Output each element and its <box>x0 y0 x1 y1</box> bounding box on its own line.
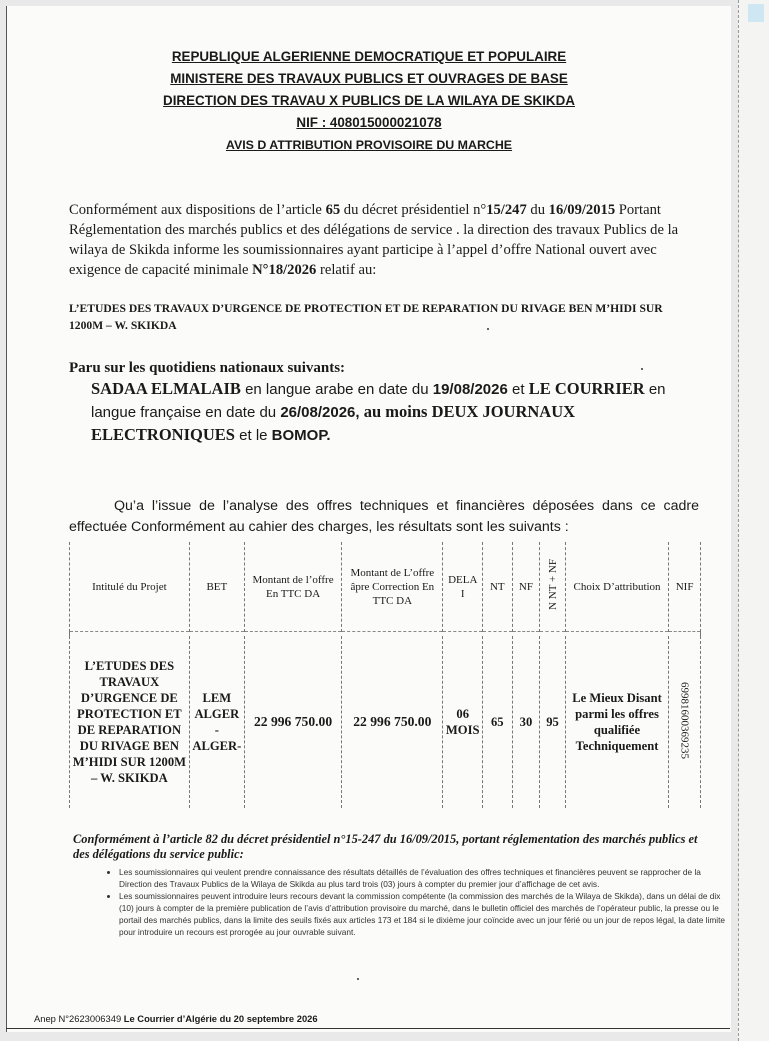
intro-text-4: Portant Réglementation des marchés publics et des délégations de service . la direction des travaux Publics de la wilaya de Skikda informe les soumissionnaires ayant participe à l’appel d’offre National ouvert avec exigence de capacité minimale <box>69 202 679 278</box>
footer-anep <box>34 1013 318 1024</box>
intro-decree-date: 16/09/2015 <box>548 202 616 218</box>
regulation-paragraph: Conformément à l’article 82 du décret présidentiel n°15-247 du 16/09/2015, portant réglementation des marchés publics et des délégations du service public: <box>73 832 698 861</box>
header-ministry: MINISTERE DES TRAVAUX PUBLICS ET OUVRAGES DE BASE <box>170 71 568 86</box>
publication-heading: Paru sur les quotidiens nationaux suivants: <box>69 360 346 376</box>
notice-title: AVIS D ATTRIBUTION PROVISOIRE DU MARCHE <box>225 138 513 152</box>
col-header-nt: NT <box>482 542 512 632</box>
publication-date-1: 19/08/2026 <box>432 381 508 398</box>
table-row <box>70 636 701 808</box>
table-header-row <box>70 542 701 632</box>
col-header-amount-corrected: Montant de L’offre âpre Correction En TTC DA <box>342 542 443 632</box>
publication-date-2: 26/08/2026, <box>280 404 364 421</box>
cell-nf: 30 <box>512 636 540 808</box>
document-header <box>7 46 731 156</box>
footer-rule <box>6 1028 730 1029</box>
intro-text-5: relatif au: <box>316 262 377 278</box>
publication-text-3: en langue française en date du <box>91 381 666 421</box>
intro-paragraph <box>69 200 697 280</box>
col-header-choice: Choix D’attribution <box>565 542 668 632</box>
note-item: • Les soumissionnaires peuvent introduire leurs recours devant la commission compétente (la commission des marchés de la Wilaya de Skikda), dans un délai de dix (10) jours à compter de la première publication de l’avis d’attribution provisoire du marché, dans le bulletin officiel des marchés de l’opérateur public, la presse ou le portail des marchés publics, dans la limite des seuils fixés aux articles 173 et 184 si le dixième jour coïncide avec un jour férié ou un jour de repos légal, la date limite pour introduire un recours est prorogée au jour ouvrable suivant. <box>119 890 729 938</box>
analysis-paragraph: Qu’a l’issue de l’analyse des offres techniques et financières déposées dans ce cadre effectuée Conformément au cahier des charges, les résultats sont les suivants : <box>69 498 699 535</box>
publication-text-1: en langue arabe en date du <box>240 381 433 398</box>
col-header-amount: Montant de l’offre En TTC DA <box>244 542 341 632</box>
col-header-nf: NF <box>512 542 540 632</box>
cell-amount-corrected: 22 996 750.00 <box>342 636 443 808</box>
cell-amount: 22 996 750.00 <box>244 636 341 808</box>
journal-french: LE COURRIER <box>528 379 645 398</box>
col-header-nif: NIF <box>669 542 701 632</box>
cell-nif <box>669 636 701 808</box>
col-header-bet: BET <box>189 542 244 632</box>
cell-total: 95 <box>540 636 566 808</box>
document-page <box>6 6 731 1032</box>
col-header-total-text: N NT + NF <box>546 559 559 610</box>
header-republic: REPUBLIQUE ALGERIENNE DEMOCRATIQUE ET POPULAIRE <box>171 49 567 64</box>
col-header-total <box>540 542 566 632</box>
publication-bomop: BOMOP. <box>271 427 331 444</box>
footer-publication: Le Courrier d’Algérie du 20 septembre 2026 <box>123 1013 318 1024</box>
scan-speck <box>357 978 359 980</box>
notes-list <box>91 866 729 938</box>
publication-text-5: et le <box>234 427 272 444</box>
scanner-edge-strip <box>738 0 769 1041</box>
cell-project: L’ETUDES DES TRAVAUX D’URGENCE DE PROTECTION ET DE REPARATION DU RIVAGE BEN M’HIDI SUR 1200M – W. SKIKDA <box>70 636 190 808</box>
footer-anep-number: Anep N°2623006349 <box>34 1013 124 1024</box>
cell-nt: 65 <box>482 636 512 808</box>
journal-arabic: SADAA ELMALAIB <box>91 379 241 398</box>
col-header-project: Intitulé du Projet <box>70 542 190 632</box>
intro-tender-number: N°18/2026 <box>252 262 317 278</box>
scan-speck <box>641 368 643 370</box>
cell-nif-text: 69981600369235 <box>678 681 691 759</box>
intro-text-2: du décret présidentiel n° <box>340 202 487 218</box>
publication-paragraph <box>91 378 701 447</box>
project-title: L’ETUDES DES TRAVAUX D’URGENCE DE PROTECTION ET DE REPARATION DU RIVAGE BEN M’HIDI SUR 1200M – W. SKIKDA <box>69 302 663 332</box>
note-item: • Les soumissionnaires qui veulent prendre connaissance des résultats détaillés de l’évaluation des offres techniques et financières peuvent se rapprocher de la Direction des Travaux Publics de la Wilaya de Skikda au plus tard trois (03) jours à compter du premier jour d’affichage de cet avis. <box>119 866 729 890</box>
intro-article: 65 <box>325 202 341 218</box>
publication-text-2: et <box>507 381 529 398</box>
publication-electronic: au moins DEUX JOURNAUX ELECTRONIQUES <box>91 402 576 444</box>
col-header-delay: DELA I <box>443 542 482 632</box>
cell-bet: LEM ALGER -ALGER- <box>189 636 244 808</box>
blue-tab-mark <box>748 4 764 22</box>
results-table <box>69 542 701 808</box>
scan-speck <box>487 328 489 330</box>
cell-delay: 06 MOIS <box>443 636 482 808</box>
intro-text-1: Conformément aux dispositions de l’article <box>69 202 326 218</box>
intro-decree: 15/247 <box>486 202 527 218</box>
cell-choice: Le Mieux Disant parmi les offres qualifiée Techniquement <box>565 636 668 808</box>
intro-text-3: du <box>526 202 549 218</box>
header-direction: DIRECTION DES TRAVAU X PUBLICS DE LA WILAYA DE SKIKDA <box>163 93 575 108</box>
header-nif: NIF : 408015000021078 <box>296 115 442 130</box>
